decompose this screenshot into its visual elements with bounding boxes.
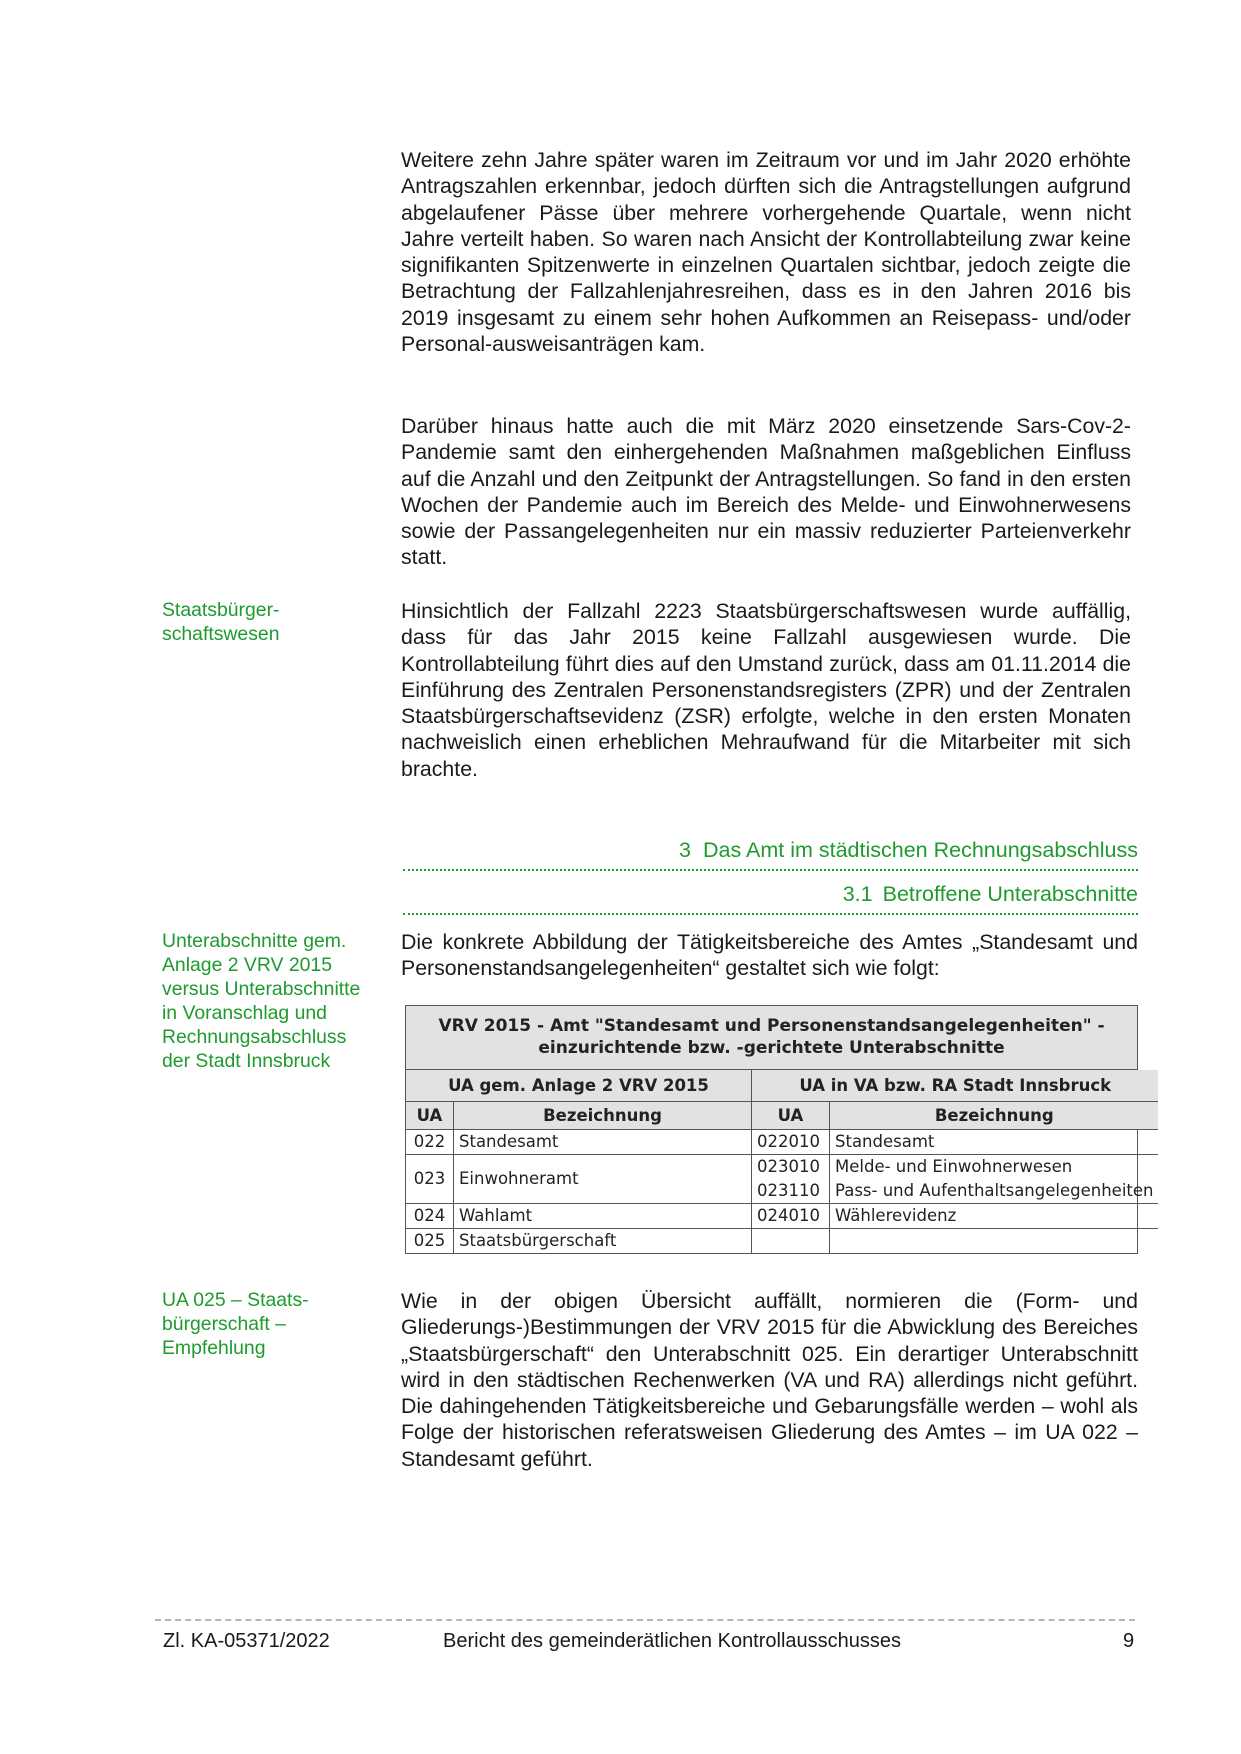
margin-note-line: UA 025 – Staats- [162, 1289, 309, 1311]
table-cell: 022010 [752, 1130, 830, 1155]
footer-divider [155, 1619, 1135, 1621]
table-cell: 024 [406, 1204, 454, 1229]
margin-note-line: bürgerschaft – [162, 1313, 286, 1335]
section-number: 3.1 [842, 882, 873, 906]
table-cell: Standesamt [454, 1130, 752, 1155]
margin-note-line: der Stadt Innsbruck [162, 1050, 331, 1072]
table-title [406, 1006, 1137, 1070]
margin-note-line: Anlage 2 VRV 2015 [162, 954, 332, 976]
table-title-line: VRV 2015 - Amt "Standesamt und Personenstandsangelegenheiten" - [438, 1016, 1105, 1036]
table-group-header: UA gem. Anlage 2 VRV 2015 [406, 1070, 752, 1102]
table-cell [830, 1229, 1158, 1253]
margin-note-line: in Voranschlag und [162, 1002, 327, 1024]
section-number: 3 [679, 838, 691, 862]
table-column-header: Bezeichnung [830, 1102, 1158, 1130]
paragraph-pandemic: Darüber hinaus hatte auch die mit März 2020 einsetzende Sars-Cov-2-Pandemie samt den einhergehenden Maßnahmen maßgeblichen Einfluss auf die Anzahl und den Zeitpunkt der Antragstellungen. So fand in den ersten Wochen der Pandemie auch im Bereich des Melde- und Einwohnerwesens sowie der Passangelegenheiten nur ein massiv reduzierter Parteienverkehr statt. [401, 414, 1131, 570]
table-title-line: einzurichtende bzw. -gerichtete Unterabschnitte [538, 1038, 1005, 1058]
table-cell: Wahlamt [454, 1204, 752, 1229]
margin-note-staatsbuergerschaftswesen [162, 598, 387, 646]
table-group-header: UA in VA bzw. RA Stadt Innsbruck [752, 1070, 1158, 1102]
table-column-header: UA [406, 1102, 454, 1130]
paragraph-ua-025: Wie in der obigen Übersicht auffällt, normieren die (Form- und Gliederungs-)Bestimmungen der VRV 2015 für die Abwicklung des Bereiches „Staatsbürgerschaft“ den Unterabschnitt 025. Ein derartiger Unterabschnitt wird in den städtischen Rechenwerken (VA und RA) allerdings nicht geführt. Die dahingehenden Tätigkeitsbereiche und Gebarungsfälle werden – wohl als Folge der historischen referatsweisen Gliederung des Amtes – im UA 022 – Standesamt geführt. [401, 1289, 1138, 1471]
margin-note-unterabschnitte [162, 929, 387, 1073]
table-cell [752, 1229, 830, 1253]
vrv-table [405, 1005, 1154, 1254]
margin-note-line: schaftswesen [162, 623, 280, 645]
margin-note-line: versus Unterabschnitte [162, 978, 361, 1000]
section-title: Betroffene Unterabschnitte [882, 882, 1138, 906]
table-cell: 023010 [752, 1155, 830, 1179]
table-cell: Pass- und Aufenthaltsangelegenheiten [830, 1179, 1158, 1204]
margin-note-line: Staatsbürger- [162, 599, 280, 621]
section-heading-3 [403, 837, 1138, 871]
footer-title: Bericht des gemeinderätlichen Kontrollausschusses [443, 1630, 902, 1652]
table-cell: 022 [406, 1130, 454, 1155]
page-number: 9 [1123, 1630, 1135, 1652]
paragraph-abbildung: Die konkrete Abbildung der Tätigkeitsbereiche des Amtes „Standesamt und Personenstandsangelegenheiten“ gestaltet sich wie folgt: [401, 930, 1138, 981]
table-cell: Melde- und Einwohnerwesen [835, 1157, 1073, 1176]
paragraph-case-numbers-2020: Weitere zehn Jahre später waren im Zeitraum vor und im Jahr 2020 erhöhte Antragszahlen erkennbar, jedoch dürften sich die Antragstellungen aufgrund abgelaufener Pässe über mehrere vorhergehende Quartale, wenn nicht Jahre verteilt haben. So waren nach Ansicht der Kontrollabteilung zwar keine signifikanten Spitzenwerte in einzelnen Quartalen sichtbar, jedoch zeigte die Betrachtung der Fallzahlenjahresreihen, dass es in den Jahren 2016 bis 2019 insgesamt zu einem sehr hohen Aufkommen an Reisepass- und/oder Personal-ausweisanträgen kam. [401, 148, 1131, 357]
table-cell: 023110 [752, 1179, 830, 1204]
table-cell: 023 [406, 1155, 454, 1204]
table-grid [406, 1070, 1154, 1253]
table-cell: Wählerevidenz [830, 1204, 1158, 1229]
margin-note-line: Empfehlung [162, 1337, 266, 1359]
margin-note-line: Rechnungsabschluss [162, 1026, 347, 1048]
table-cell: Einwohneramt [454, 1155, 752, 1204]
table-cell: Staatsbürgerschaft [454, 1229, 752, 1253]
table-cell: 024010 [752, 1204, 830, 1229]
margin-note-line: Unterabschnitte gem. [162, 930, 347, 952]
table-cell: 025 [406, 1229, 454, 1253]
margin-note-ua-025 [162, 1288, 387, 1360]
paragraph-staatsbuergerschaft: Hinsichtlich der Fallzahl 2223 Staatsbürgerschaftswesen wurde auffällig, dass für das Jahr 2015 keine Fallzahl ausgewiesen wurde. Die Kontrollabteilung führt dies auf den Umstand zurück, dass am 01.11.2014 die Einführung des Zentralen Personenstandsregisters (ZPR) und der Zentralen Staatsbürgerschaftsevidenz (ZSR) erfolgte, welche in den ersten Monaten nachweislich einen erheblichen Mehraufwand für die Mitarbeiter mit sich brachte. [401, 599, 1131, 781]
section-title: Das Amt im städtischen Rechnungsabschluss [703, 838, 1138, 862]
table-column-header: UA [752, 1102, 830, 1130]
table-cell: Standesamt [830, 1130, 1158, 1155]
section-heading-3-1 [403, 881, 1138, 915]
footer-reference: Zl. KA-05371/2022 [163, 1630, 330, 1652]
table-column-header: Bezeichnung [454, 1102, 752, 1130]
